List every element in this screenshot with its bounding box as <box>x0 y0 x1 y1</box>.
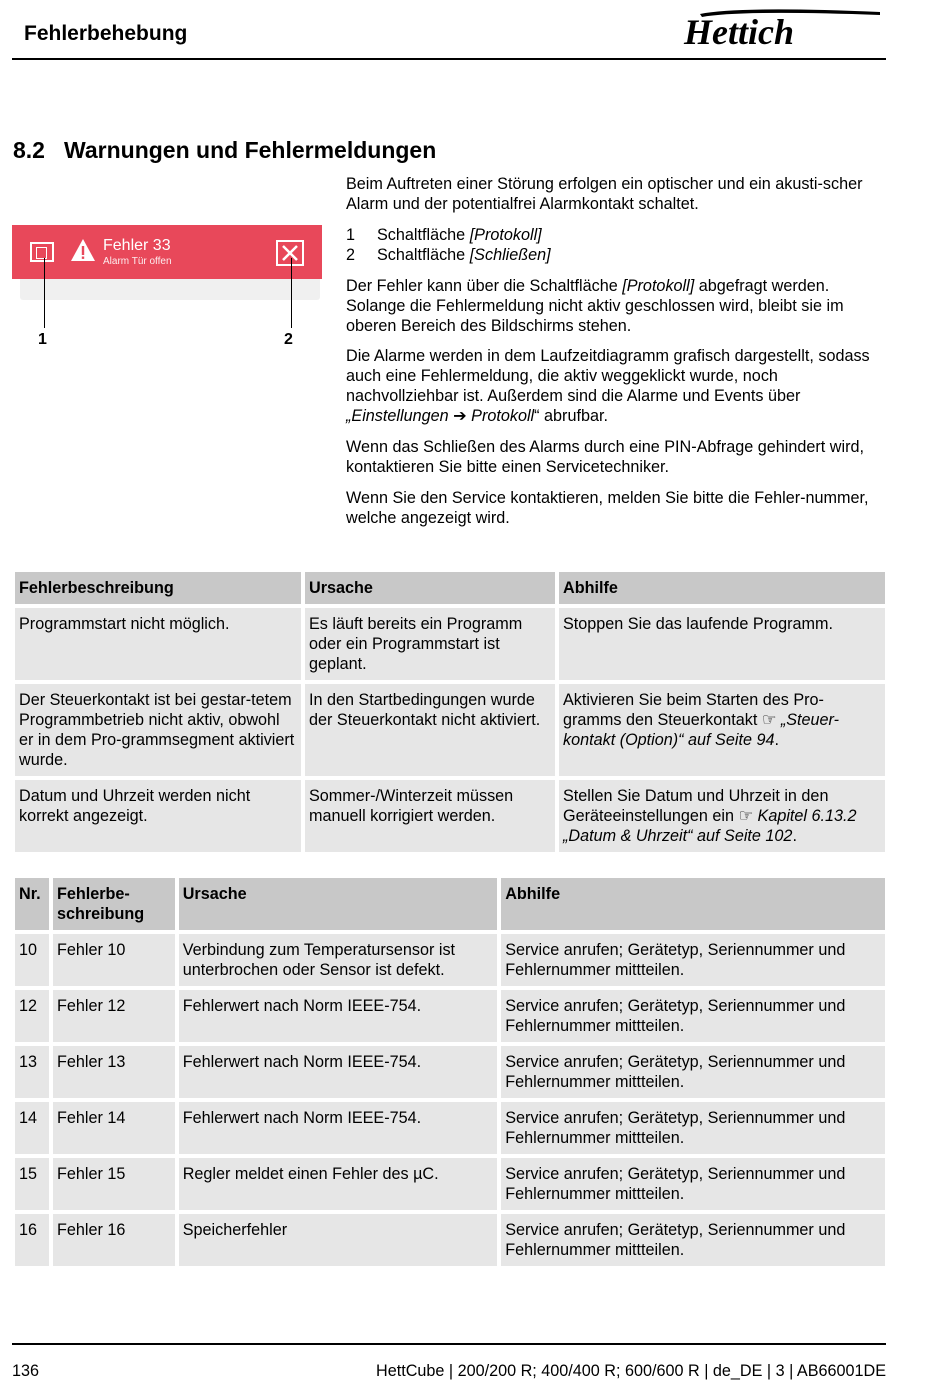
document-identifier: HettCube | 200/200 R; 400/400 R; 600/600 R | de_DE | 3 | AB66001DE <box>376 1362 886 1380</box>
reference-hand-icon: ☞ <box>761 711 777 729</box>
table-cell: 10 <box>15 934 49 986</box>
table-header-row <box>15 878 885 930</box>
table-cell: 12 <box>15 990 49 1042</box>
cross-reference-link[interactable]: Kapitel 6.13.2 „Datum & Uhrzeit“ auf Seite 102 <box>563 807 857 845</box>
table-cell: Fehlerwert nach Norm IEEE-754. <box>179 1102 498 1154</box>
table-cell: Fehlerwert nach Norm IEEE-754. <box>179 990 498 1042</box>
close-button-icon <box>276 240 304 266</box>
column-header: Fehlerbeschreibung <box>15 572 301 604</box>
cross-reference-link[interactable]: „Steuer-kontakt (Option)“ auf Seite 94 <box>563 711 840 749</box>
table-row <box>15 780 885 852</box>
list-item-protocol: 1 Schaltfläche [Protokoll] <box>346 226 542 244</box>
table-row <box>15 934 885 986</box>
paragraph-protocol: Der Fehler kann über die Schaltfläche [Protokoll] abgefragt werden. Solange die Fehlermeldung nicht aktiv geschlossen wird, bleibt sie im oberen Bereich des Bildschirms stehen. <box>346 277 844 335</box>
callout-line-2 <box>291 258 292 328</box>
page-header-title: Fehlerbehebung <box>24 22 188 45</box>
table-cell: Stellen Sie Datum und Uhrzeit in den Geräteeinstellungen ein ☞ Kapitel 6.13.2 „Datum & Uhrzeit“ auf Seite 102. <box>559 780 885 852</box>
table-cell: 16 <box>15 1214 49 1266</box>
table-cell: 15 <box>15 1158 49 1210</box>
table-cell: Verbindung zum Temperatursensor ist unterbrochen oder Sensor ist defekt. <box>179 934 498 986</box>
footer-rule <box>12 1343 886 1345</box>
table-row <box>15 684 885 776</box>
table-cell: Service anrufen; Gerätetyp, Seriennummer und Fehlernummer mittteilen. <box>501 1158 885 1210</box>
table-cell: Service anrufen; Gerätetyp, Seriennummer und Fehlernummer mittteilen. <box>501 1102 885 1154</box>
callout-number-2: 2 <box>284 331 293 348</box>
table-cell: Fehler 16 <box>53 1214 175 1266</box>
callout-line-1 <box>44 258 45 328</box>
reference-hand-icon: ☞ <box>738 807 754 825</box>
table-cell: In den Startbedingungen wurde der Steuerkontakt nicht aktiviert. <box>305 684 555 776</box>
section-heading <box>13 137 436 164</box>
table-cell: 13 <box>15 1046 49 1098</box>
header-rule <box>12 58 886 60</box>
table-cell: Datum und Uhrzeit werden nicht korrekt angezeigt. <box>15 780 301 852</box>
table-cell: Sommer-/Winterzeit müssen manuell korrigiert werden. <box>305 780 555 852</box>
error-banner <box>12 225 322 279</box>
table-row <box>15 1046 885 1098</box>
table-cell: Service anrufen; Gerätetyp, Seriennummer und Fehlernummer mittteilen. <box>501 934 885 986</box>
section-title: Warnungen und Fehlermeldungen <box>64 137 437 163</box>
troubleshooting-table <box>11 568 889 856</box>
table-cell: Stoppen Sie das laufende Programm. <box>559 608 885 680</box>
hettich-logo <box>680 6 885 50</box>
table-row <box>15 1102 885 1154</box>
arrow-right-icon: ➔ <box>453 407 467 425</box>
page-number: 136 <box>12 1362 40 1380</box>
table-cell: Fehler 13 <box>53 1046 175 1098</box>
table-cell: Fehler 14 <box>53 1102 175 1154</box>
column-header: Ursache <box>179 878 498 930</box>
table-cell: Es läuft bereits ein Programm oder ein Programmstart ist geplant. <box>305 608 555 680</box>
column-header: Fehlerbe-schreibung <box>53 878 175 930</box>
table-cell: Der Steuerkontakt ist bei gestar-tetem Programmbetrieb nicht aktiv, obwohl er in dem Pro-grammsegment aktiviert wurde. <box>15 684 301 776</box>
paragraph-service: Wenn Sie den Service kontaktieren, melden Sie bitte die Fehler-nummer, welche angezeigt wird. <box>346 489 869 527</box>
table-row <box>15 1214 885 1266</box>
table-cell: Programmstart nicht möglich. <box>15 608 301 680</box>
table-cell: Fehler 12 <box>53 990 175 1042</box>
table-header-row <box>15 572 885 604</box>
column-header: Nr. <box>15 878 49 930</box>
column-header: Ursache <box>305 572 555 604</box>
table-row <box>15 1158 885 1210</box>
paragraph-alarms: Die Alarme werden in dem Laufzeitdiagramm grafisch dargestellt, sodass auch eine Fehlermeldung, die aktiv weggeklickt wurde, noch nachvollziehbar ist. Außerdem sind die Alarme und Events über „Einstellungen ➔ Protokoll“ abrufbar. <box>346 347 870 425</box>
table-cell: Fehlerwert nach Norm IEEE-754. <box>179 1046 498 1098</box>
column-header: Abhilfe <box>501 878 885 930</box>
error-code-table <box>11 874 889 1270</box>
error-subtitle: Alarm Tür offen <box>103 256 172 267</box>
table-row <box>15 608 885 680</box>
table-cell: Speicherfehler <box>179 1214 498 1266</box>
table-cell: 14 <box>15 1102 49 1154</box>
table-cell: Service anrufen; Gerätetyp, Seriennummer und Fehlernummer mittteilen. <box>501 1214 885 1266</box>
table-cell: Service anrufen; Gerätetyp, Seriennummer und Fehlernummer mittteilen. <box>501 1046 885 1098</box>
table-cell: Regler meldet einen Fehler des µC. <box>179 1158 498 1210</box>
intro-paragraph: Beim Auftreten einer Störung erfolgen ein optischer und ein akusti-scher Alarm und der potentialfrei Alarmkontakt schaltet. <box>346 175 863 213</box>
warning-icon <box>70 238 96 262</box>
section-number: 8.2 <box>13 137 45 163</box>
table-cell: Aktivieren Sie beim Starten des Pro-gramms den Steuerkontakt ☞ „Steuer-kontakt (Option)“ auf Seite 94. <box>559 684 885 776</box>
column-header: Abhilfe <box>559 572 885 604</box>
table-cell: Service anrufen; Gerätetyp, Seriennummer und Fehlernummer mittteilen. <box>501 990 885 1042</box>
callout-number-1: 1 <box>38 331 47 348</box>
list-item-close: 2 Schaltfläche [Schließen] <box>346 246 551 264</box>
table-row <box>15 990 885 1042</box>
error-title: Fehler 33 <box>103 237 171 254</box>
error-banner-illustration <box>12 225 322 305</box>
logo-wordmark: Hettich <box>684 12 794 50</box>
table-cell: Fehler 10 <box>53 934 175 986</box>
table-cell: Fehler 15 <box>53 1158 175 1210</box>
paragraph-pin: Wenn das Schließen des Alarms durch eine PIN-Abfrage gehindert wird, kontaktieren Sie bitte einen Servicetechniker. <box>346 438 864 476</box>
protocol-button-icon <box>30 242 54 262</box>
